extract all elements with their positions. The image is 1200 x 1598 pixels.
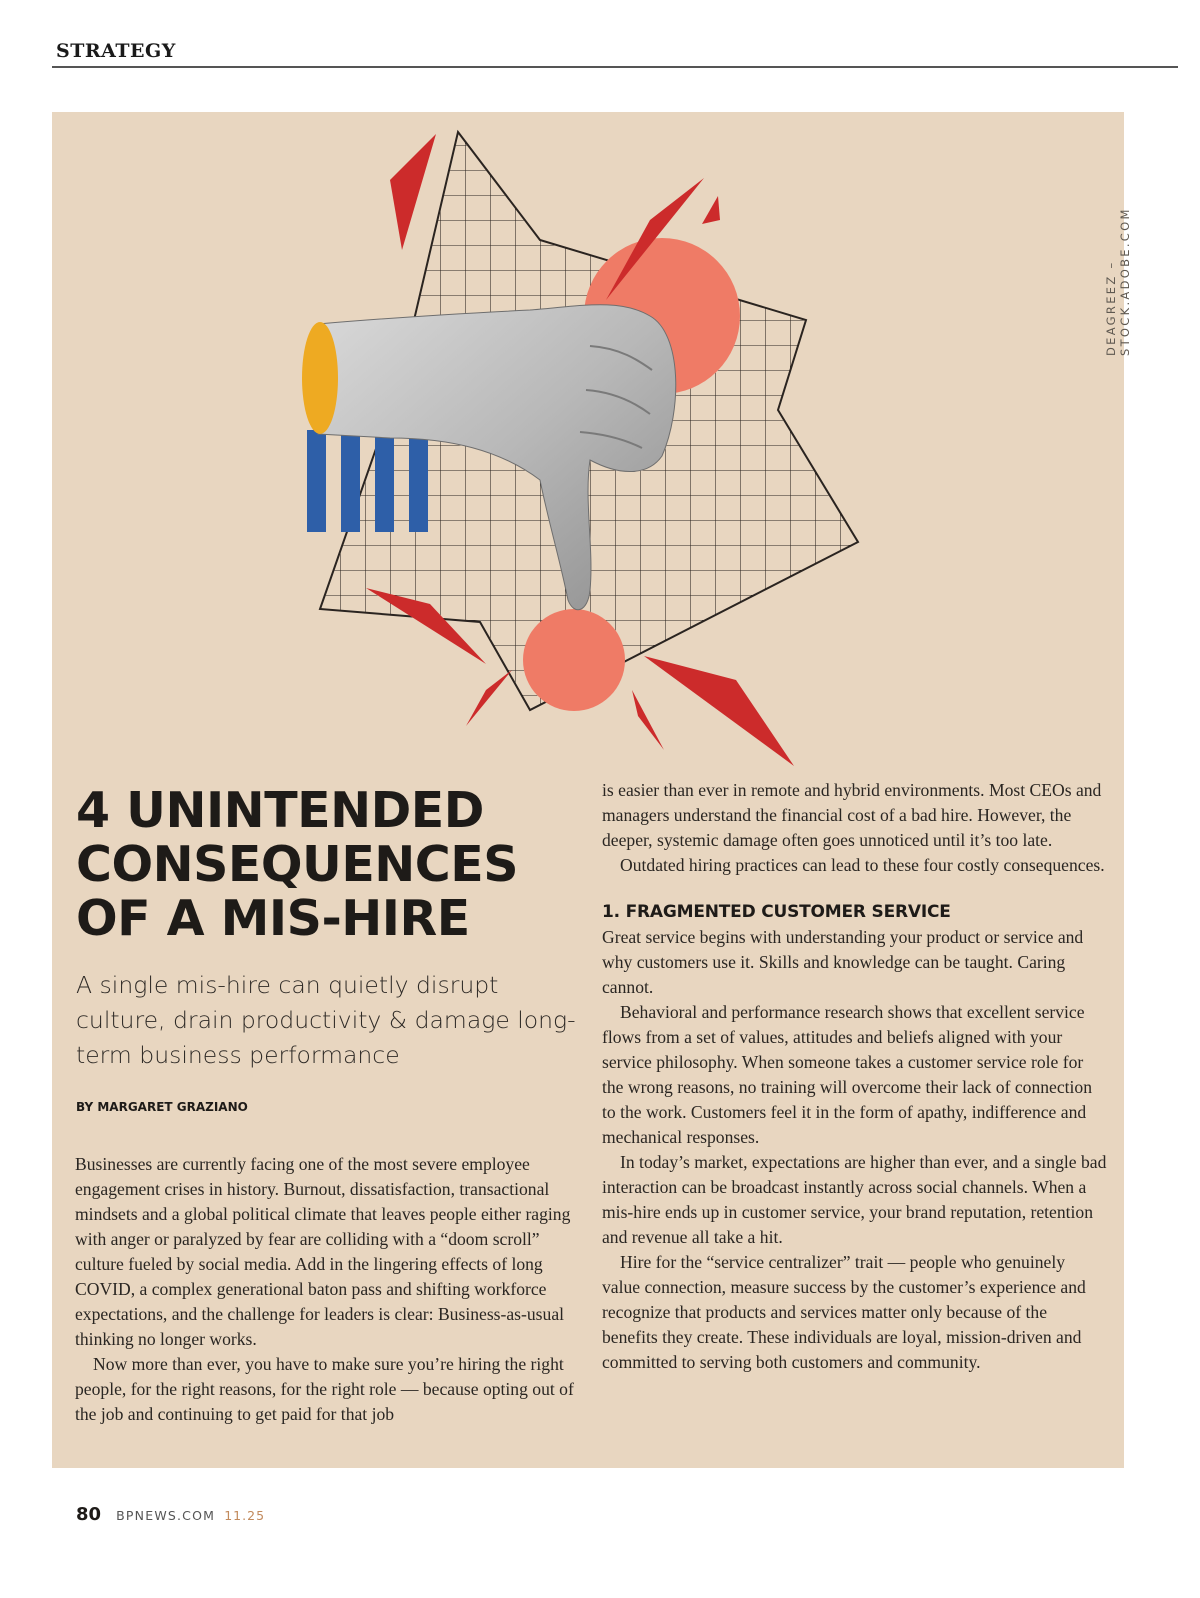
body-paragraph: Hire for the “service centralizer” trait — people who genuinely value connection, measure success by the customer’s experience and recognize that products and services matter only because of the benefits they create. These individuals are loyal, mission-driven and committed to serving both customers and community. [602, 1252, 1086, 1372]
photo-credit: DEAGREEZ – STOCK.ADOBE.COM [1104, 207, 1132, 356]
headline-line: OF A MIS-HIRE [76, 890, 470, 947]
wrist-cut [302, 322, 338, 434]
body-paragraph: Now more than ever, you have to make sure you’re hiring the right people, for the right reasons, for the right role — because opting out of the job and continuing to get paid for that job [75, 1354, 574, 1424]
body-paragraph: Behavioral and performance research shows that excellent service flows from a set of values, attitudes and beliefs aligned with your service philosophy. When someone takes a customer service role for the wrong reasons, no training will overcome their lack of connection to the work. Customers feel it in the form of apathy, indifference and mechanical responses. [602, 1002, 1093, 1147]
headline-line: 4 UNINTENDED [76, 782, 484, 839]
body-paragraph: is easier than ever in remote and hybrid environments. Most CEOs and managers understand the financial cost of a bad hire. However, the deeper, systemic damage often goes unnoticed until it’s too late. [602, 780, 1102, 850]
issue-date: 11.25 [224, 1508, 266, 1523]
body-paragraph: In today’s market, expectations are higher than ever, and a single bad interaction can be broadcast instantly across social channels. When a mis-hire ends up in customer service, your brand reputation, retention and revenue all take a hit. [602, 1152, 1107, 1247]
coral-circle-small [523, 609, 625, 711]
page-number: 80 [76, 1504, 102, 1525]
article-dek: A single mis-hire can quietly disrupt culture, drain productivity & damage long-term business performance [76, 971, 576, 1069]
body-column-right [602, 778, 1107, 1375]
headline-line: CONSEQUENCES [76, 836, 519, 893]
body-paragraph: Businesses are currently facing one of the most severe employee engagement crises in history. Burnout, dissatisfaction, transactional mindsets and a global political climate that leaves people either raging with anger or paralyzed by fear are colliding with a “doom scroll” culture fueled by social media. Add in the lingering effects of long COVID, a complex generational baton pass and shifting workforce expectations, and the challenge for leaders is clear: Business-as-usual thinking no longer works. [75, 1154, 571, 1349]
thumbs-down-illustration [290, 120, 890, 770]
site-name: BPNEWS.COM [116, 1508, 216, 1523]
body-column-left [75, 1152, 580, 1427]
header-rule [52, 66, 1178, 68]
section-subhead: 1. FRAGMENTED CUSTOMER SERVICE [602, 902, 951, 922]
page-footer [76, 1504, 265, 1525]
article-headline [76, 784, 576, 946]
section-label: STRATEGY [56, 40, 176, 62]
byline: BY MARGARET GRAZIANO [76, 1100, 248, 1114]
body-paragraph: Outdated hiring practices can lead to these four costly consequences. [620, 855, 1105, 875]
body-paragraph: Great service begins with understanding your product or service and why customers use it. Skills and knowledge can be taught. Caring cannot. [602, 927, 1084, 997]
